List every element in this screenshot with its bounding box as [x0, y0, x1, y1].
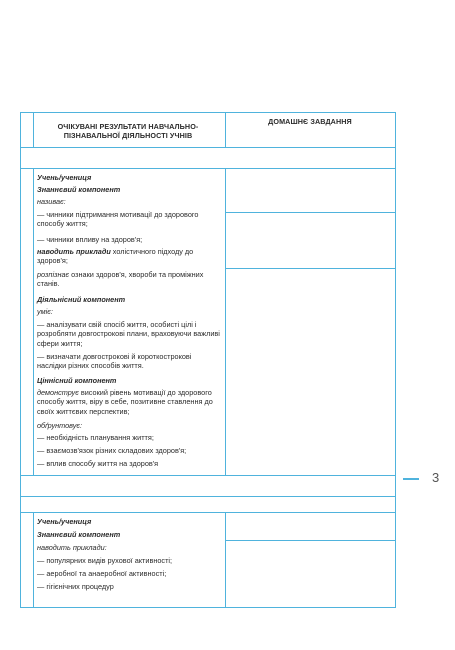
examples-text: холістичного підходу до здоров'я; — [37, 247, 194, 266]
list-item: — необхідність планування життя; — [37, 433, 154, 442]
hw-cell-divider — [226, 540, 396, 541]
activity-component-heading: Діяльнісний компонент — [37, 295, 126, 304]
student-label: Учень/учениця — [37, 173, 92, 182]
demonstrates-paragraph — [37, 388, 221, 416]
header-expected-results: ОЧІКУВАНІ РЕЗУЛЬТАТИ НАВЧАЛЬНО-ПІЗНАВАЛЬНОЇ ДІЯЛЬНОСТІ УЧНІВ — [57, 122, 199, 140]
list-item: — аналізувати свій спосіб життя, особисті цілі і розробляти довгострокові плани, враховуючи важливі сфери життя; — [37, 320, 220, 348]
knowledge-component-heading: Знаннєвий компонент — [37, 185, 121, 194]
justifies-label: обґрунтовує: — [37, 421, 83, 430]
student-label: Учень/учениця — [37, 517, 92, 526]
examples-paragraph — [37, 247, 221, 266]
list-item: — аеробної та анаеробної активності; — [37, 569, 167, 578]
list-item: — популярних видів рухової активності; — [37, 556, 173, 565]
table-top-border — [20, 112, 396, 113]
list-item: — взаємозв'язок різних складових здоров'я; — [37, 446, 187, 455]
row-divider — [20, 496, 396, 497]
demonstrates-label: демонструє — [37, 388, 79, 397]
demonstrates-text: високий рівень мотивації до здорового способу життя, віру в себе, позитивне ставлення до своїх життєвих перспектив; — [37, 388, 213, 416]
row-divider — [20, 512, 396, 513]
column-divider — [33, 512, 34, 608]
can-label: уміє: — [37, 307, 53, 316]
examples-label: наводить приклади — [37, 247, 111, 256]
list-item: — чинники впливу на здоров'я; — [37, 235, 143, 244]
table-left-border — [20, 112, 21, 608]
list-item: — гігієнічних процедур — [37, 582, 114, 591]
examples-label: наводить приклади: — [37, 543, 107, 552]
header-homework: ДОМАШНЄ ЗАВДАННЯ — [268, 116, 352, 126]
column-divider — [225, 512, 226, 608]
page-marker-line — [403, 478, 419, 480]
knowledge-component-heading: Знаннєвий компонент — [37, 530, 121, 539]
column-divider — [33, 168, 34, 475]
distinguishes-label: розпізнає — [37, 270, 70, 279]
column-divider — [225, 168, 226, 475]
table-right-border — [395, 112, 396, 608]
hw-cell-divider — [226, 268, 396, 269]
page-number: 3 — [432, 470, 440, 485]
table-bottom-border — [20, 607, 396, 608]
hw-cell-divider — [226, 212, 396, 213]
value-component-heading: Ціннісний компонент — [37, 376, 117, 385]
distinguishes-text: ознаки здоров'я, хвороби та проміжних станів. — [37, 270, 204, 289]
list-item: — визначати довгострокові й короткострокові наслідки різних способів життя. — [37, 352, 192, 371]
header-bottom-border — [20, 147, 396, 148]
row-divider — [20, 475, 396, 476]
row-divider — [20, 168, 396, 169]
list-item: — вплив способу життя на здоров'я — [37, 459, 159, 468]
names-label: називає: — [37, 197, 66, 206]
list-item: — чинники підтримання мотивації до здорового способу життя; — [37, 210, 199, 229]
distinguishes-paragraph — [37, 270, 221, 289]
